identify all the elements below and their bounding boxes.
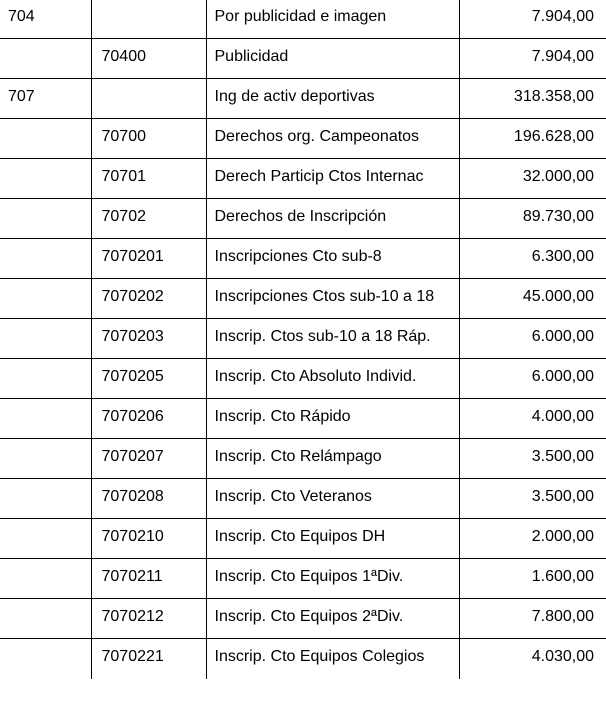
amount-cell: 7.904,00 [459,0,606,39]
group-code-cell [0,239,91,279]
group-code-cell [0,399,91,439]
table-row [0,159,606,199]
description-cell: Por publicidad e imagen [206,0,459,39]
description-cell: Inscrip. Cto Relámpago [206,439,459,479]
amount-cell: 89.730,00 [459,199,606,239]
description-cell: Inscrip. Cto Equipos 1ªDiv. [206,559,459,599]
group-code-cell [0,159,91,199]
group-code-cell [0,199,91,239]
table-row [0,639,606,679]
table-row [0,239,606,279]
amount-cell: 7.800,00 [459,599,606,639]
description-cell: Inscrip. Ctos sub-10 a 18 Ráp. [206,319,459,359]
table-row [0,479,606,519]
account-code-cell: 7070211 [91,559,206,599]
group-code-cell [0,279,91,319]
table-row [0,199,606,239]
group-code-cell [0,559,91,599]
account-code-cell [91,0,206,39]
account-code-cell: 7070207 [91,439,206,479]
account-code-cell: 70400 [91,39,206,79]
amount-cell: 2.000,00 [459,519,606,559]
group-code-cell [0,639,91,679]
amount-cell: 3.500,00 [459,479,606,519]
amount-cell: 196.628,00 [459,119,606,159]
description-cell: Ing de activ deportivas [206,79,459,119]
account-code-cell: 7070205 [91,359,206,399]
amount-cell: 32.000,00 [459,159,606,199]
group-code-cell: 707 [0,79,91,119]
table-row [0,559,606,599]
description-cell: Inscrip. Cto Veteranos [206,479,459,519]
amount-cell: 318.358,00 [459,79,606,119]
amount-cell: 3.500,00 [459,439,606,479]
description-cell: Inscrip. Cto Rápido [206,399,459,439]
description-cell: Inscrip. Cto Equipos DH [206,519,459,559]
amount-cell: 7.904,00 [459,39,606,79]
table-row [0,79,606,119]
description-cell: Derechos org. Campeonatos [206,119,459,159]
account-code-cell [91,79,206,119]
group-code-cell [0,39,91,79]
group-code-cell [0,439,91,479]
table-row [0,0,606,39]
table-row [0,399,606,439]
table-row [0,359,606,399]
group-code-cell [0,319,91,359]
group-code-cell [0,359,91,399]
table-row [0,319,606,359]
amount-cell: 45.000,00 [459,279,606,319]
group-code-cell: 704 [0,0,91,39]
account-code-cell: 7070212 [91,599,206,639]
description-cell: Inscrip. Cto Equipos Colegios [206,639,459,679]
description-cell: Inscripciones Ctos sub-10 a 18 [206,279,459,319]
account-code-cell: 70700 [91,119,206,159]
description-cell: Derechos de Inscripción [206,199,459,239]
description-cell: Publicidad [206,39,459,79]
group-code-cell [0,479,91,519]
account-code-cell: 7070206 [91,399,206,439]
table-row [0,439,606,479]
description-cell: Inscripciones Cto sub-8 [206,239,459,279]
description-cell: Derech Particip Ctos Internac [206,159,459,199]
amount-cell: 4.000,00 [459,399,606,439]
account-code-cell: 70702 [91,199,206,239]
group-code-cell [0,119,91,159]
table-row [0,599,606,639]
amount-cell: 4.030,00 [459,639,606,679]
account-code-cell: 7070202 [91,279,206,319]
description-cell: Inscrip. Cto Equipos 2ªDiv. [206,599,459,639]
table-row [0,39,606,79]
account-code-cell: 7070203 [91,319,206,359]
table-row [0,119,606,159]
amount-cell: 1.600,00 [459,559,606,599]
account-code-cell: 7070208 [91,479,206,519]
table-row [0,519,606,559]
account-code-cell: 7070221 [91,639,206,679]
account-code-cell: 7070201 [91,239,206,279]
amount-cell: 6.300,00 [459,239,606,279]
description-cell: Inscrip. Cto Absoluto Individ. [206,359,459,399]
amount-cell: 6.000,00 [459,359,606,399]
amount-cell: 6.000,00 [459,319,606,359]
group-code-cell [0,519,91,559]
account-code-cell: 7070210 [91,519,206,559]
account-code-cell: 70701 [91,159,206,199]
table-row [0,279,606,319]
group-code-cell [0,599,91,639]
